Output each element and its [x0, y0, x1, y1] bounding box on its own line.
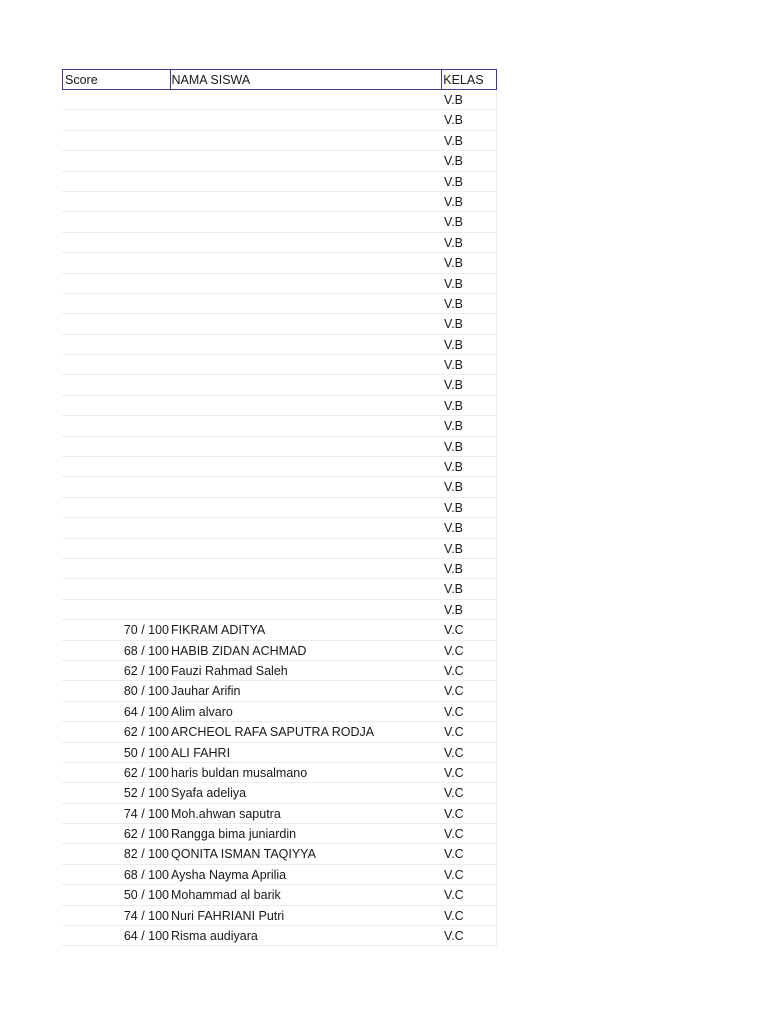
cell-score — [62, 437, 170, 456]
cell-kelas: V.B — [443, 253, 497, 272]
cell-kelas: V.B — [443, 396, 497, 415]
cell-score: 52 / 100 — [123, 786, 169, 801]
cell-name: ARCHEOL RAFA SAPUTRA RODJA — [171, 725, 375, 740]
cell-score — [62, 559, 170, 578]
cell-score — [62, 396, 170, 415]
table-row — [62, 763, 497, 783]
table-row — [62, 579, 497, 599]
cell-name — [170, 274, 443, 293]
cell-kelas: V.B — [443, 416, 497, 435]
cell-score: 64 / 100 — [123, 704, 169, 719]
cell-score — [62, 579, 170, 598]
table-row — [62, 233, 497, 253]
table-row — [62, 783, 497, 803]
cell-score — [62, 539, 170, 558]
cell-kelas: V.C — [443, 824, 497, 843]
cell-name: Aysha Nayma Aprilia — [171, 867, 287, 882]
cell-name — [170, 253, 443, 272]
cell-score — [62, 375, 170, 394]
cell-score: 80 / 100 — [123, 684, 169, 699]
cell-name — [170, 151, 443, 170]
table-row — [62, 824, 497, 844]
table-row — [62, 559, 497, 579]
cell-score: 62 / 100 — [123, 765, 169, 780]
table-row — [62, 375, 497, 395]
cell-name: HABIB ZIDAN ACHMAD — [171, 643, 307, 658]
cell-score — [62, 498, 170, 517]
cell-name — [170, 335, 443, 354]
cell-name — [170, 131, 443, 150]
table-header-row — [62, 69, 497, 90]
cell-kelas: V.C — [443, 844, 497, 863]
header-nama-siswa: NAMA SISWA — [171, 70, 443, 89]
table-row — [62, 314, 497, 334]
table-row — [62, 335, 497, 355]
cell-kelas: V.C — [443, 702, 497, 721]
cell-name — [170, 192, 443, 211]
table-row — [62, 151, 497, 171]
table-row — [62, 804, 497, 824]
cell-name — [170, 416, 443, 435]
cell-kelas: V.C — [443, 661, 497, 680]
cell-name: Rangga bima juniardin — [171, 827, 297, 842]
table-row — [62, 906, 497, 926]
cell-kelas: V.B — [443, 539, 497, 558]
table-row — [62, 926, 497, 946]
cell-name: Jauhar Arifin — [171, 684, 241, 699]
table-row — [62, 620, 497, 640]
table-row — [62, 212, 497, 232]
cell-name: Mohammad al barik — [171, 888, 281, 903]
cell-kelas: V.B — [443, 477, 497, 496]
cell-score: 64 / 100 — [123, 929, 169, 944]
cell-name — [170, 559, 443, 578]
table-row — [62, 477, 497, 497]
cell-kelas: V.C — [443, 722, 497, 741]
cell-score: 62 / 100 — [123, 827, 169, 842]
table-row — [62, 661, 497, 681]
cell-kelas: V.B — [443, 212, 497, 231]
cell-name: Syafa adeliya — [171, 786, 247, 801]
table-body — [62, 90, 497, 946]
cell-kelas: V.B — [443, 90, 497, 109]
cell-kelas: V.C — [443, 906, 497, 925]
cell-name — [170, 314, 443, 333]
cell-kelas: V.B — [443, 131, 497, 150]
table-row — [62, 355, 497, 375]
table-row — [62, 498, 497, 518]
cell-kelas: V.B — [443, 335, 497, 354]
cell-kelas: V.C — [443, 804, 497, 823]
cell-kelas: V.B — [443, 498, 497, 517]
table-row — [62, 539, 497, 559]
cell-name — [170, 396, 443, 415]
table-row — [62, 518, 497, 538]
cell-score — [62, 294, 170, 313]
cell-name: Fauzi Rahmad Saleh — [171, 663, 288, 678]
cell-score — [62, 600, 170, 619]
cell-name — [170, 457, 443, 476]
table-row — [62, 416, 497, 436]
cell-score: 62 / 100 — [123, 663, 169, 678]
cell-score — [62, 90, 170, 109]
cell-kelas: V.B — [443, 172, 497, 191]
cell-kelas: V.C — [443, 743, 497, 762]
table-row — [62, 641, 497, 661]
cell-name: Risma audiyara — [171, 929, 258, 944]
cell-kelas: V.C — [443, 885, 497, 904]
cell-score — [62, 172, 170, 191]
cell-score — [62, 253, 170, 272]
cell-score: 50 / 100 — [123, 745, 169, 760]
cell-score — [62, 212, 170, 231]
cell-name: ALI FAHRI — [171, 745, 231, 760]
cell-kelas: V.B — [443, 355, 497, 374]
table-row — [62, 844, 497, 864]
table-row — [62, 172, 497, 192]
header-score: Score — [63, 70, 171, 89]
cell-kelas: V.B — [443, 294, 497, 313]
cell-score — [62, 192, 170, 211]
table-row — [62, 131, 497, 151]
cell-score: 50 / 100 — [123, 888, 169, 903]
cell-name — [170, 518, 443, 537]
cell-name — [170, 110, 443, 129]
cell-kelas: V.B — [443, 437, 497, 456]
table-row — [62, 110, 497, 130]
cell-kelas: V.C — [443, 641, 497, 660]
cell-score: 70 / 100 — [123, 623, 169, 638]
cell-score — [62, 314, 170, 333]
cell-score: 74 / 100 — [123, 806, 169, 821]
table-row — [62, 253, 497, 273]
cell-score — [62, 416, 170, 435]
cell-kelas: V.B — [443, 375, 497, 394]
cell-kelas: V.B — [443, 314, 497, 333]
cell-name — [170, 600, 443, 619]
cell-score: 82 / 100 — [123, 847, 169, 862]
cell-score: 62 / 100 — [123, 725, 169, 740]
table-row — [62, 90, 497, 110]
cell-kelas: V.B — [443, 233, 497, 252]
cell-kelas: V.C — [443, 865, 497, 884]
table-row — [62, 885, 497, 905]
table-row — [62, 681, 497, 701]
cell-score — [62, 151, 170, 170]
table-row — [62, 294, 497, 314]
table-row — [62, 702, 497, 722]
cell-score — [62, 355, 170, 374]
cell-score — [62, 110, 170, 129]
cell-name: Moh.ahwan saputra — [171, 806, 281, 821]
spreadsheet-table — [62, 69, 497, 946]
cell-name — [170, 437, 443, 456]
table-row — [62, 743, 497, 763]
cell-name: FIKRAM ADITYA — [171, 623, 266, 638]
cell-name — [170, 90, 443, 109]
cell-name — [170, 477, 443, 496]
cell-kelas: V.B — [443, 151, 497, 170]
cell-kelas: V.C — [443, 926, 497, 945]
cell-name — [170, 355, 443, 374]
cell-kelas: V.B — [443, 110, 497, 129]
table-row — [62, 396, 497, 416]
cell-kelas: V.C — [443, 620, 497, 639]
cell-name — [170, 294, 443, 313]
cell-score — [62, 131, 170, 150]
cell-kelas: V.C — [443, 763, 497, 782]
cell-score: 68 / 100 — [123, 643, 169, 658]
table-row — [62, 274, 497, 294]
table-row — [62, 192, 497, 212]
cell-name — [170, 579, 443, 598]
cell-kelas: V.C — [443, 783, 497, 802]
cell-name: QONITA ISMAN TAQIYYA — [171, 847, 316, 862]
cell-name: haris buldan musalmano — [171, 765, 308, 780]
cell-kelas: V.B — [443, 457, 497, 476]
cell-name: Alim alvaro — [171, 704, 233, 719]
cell-name — [170, 539, 443, 558]
table-row — [62, 437, 497, 457]
cell-kelas: V.B — [443, 192, 497, 211]
cell-name: Nuri FAHRIANI Putri — [171, 908, 285, 923]
cell-name — [170, 375, 443, 394]
cell-name — [170, 172, 443, 191]
cell-score — [62, 274, 170, 293]
cell-kelas: V.B — [443, 274, 497, 293]
cell-kelas: V.B — [443, 600, 497, 619]
header-kelas: KELAS — [443, 73, 484, 87]
cell-name — [170, 233, 443, 252]
cell-score — [62, 335, 170, 354]
cell-name — [170, 498, 443, 517]
cell-name — [170, 212, 443, 231]
cell-score — [62, 233, 170, 252]
cell-kelas: V.B — [443, 579, 497, 598]
table-row — [62, 457, 497, 477]
table-row — [62, 865, 497, 885]
cell-kelas: V.B — [443, 559, 497, 578]
table-row — [62, 600, 497, 620]
cell-score: 74 / 100 — [123, 908, 169, 923]
cell-score — [62, 518, 170, 537]
table-row — [62, 722, 497, 742]
cell-kelas: V.B — [443, 518, 497, 537]
cell-score — [62, 457, 170, 476]
cell-score: 68 / 100 — [123, 867, 169, 882]
cell-kelas: V.C — [443, 681, 497, 700]
cell-score — [62, 477, 170, 496]
